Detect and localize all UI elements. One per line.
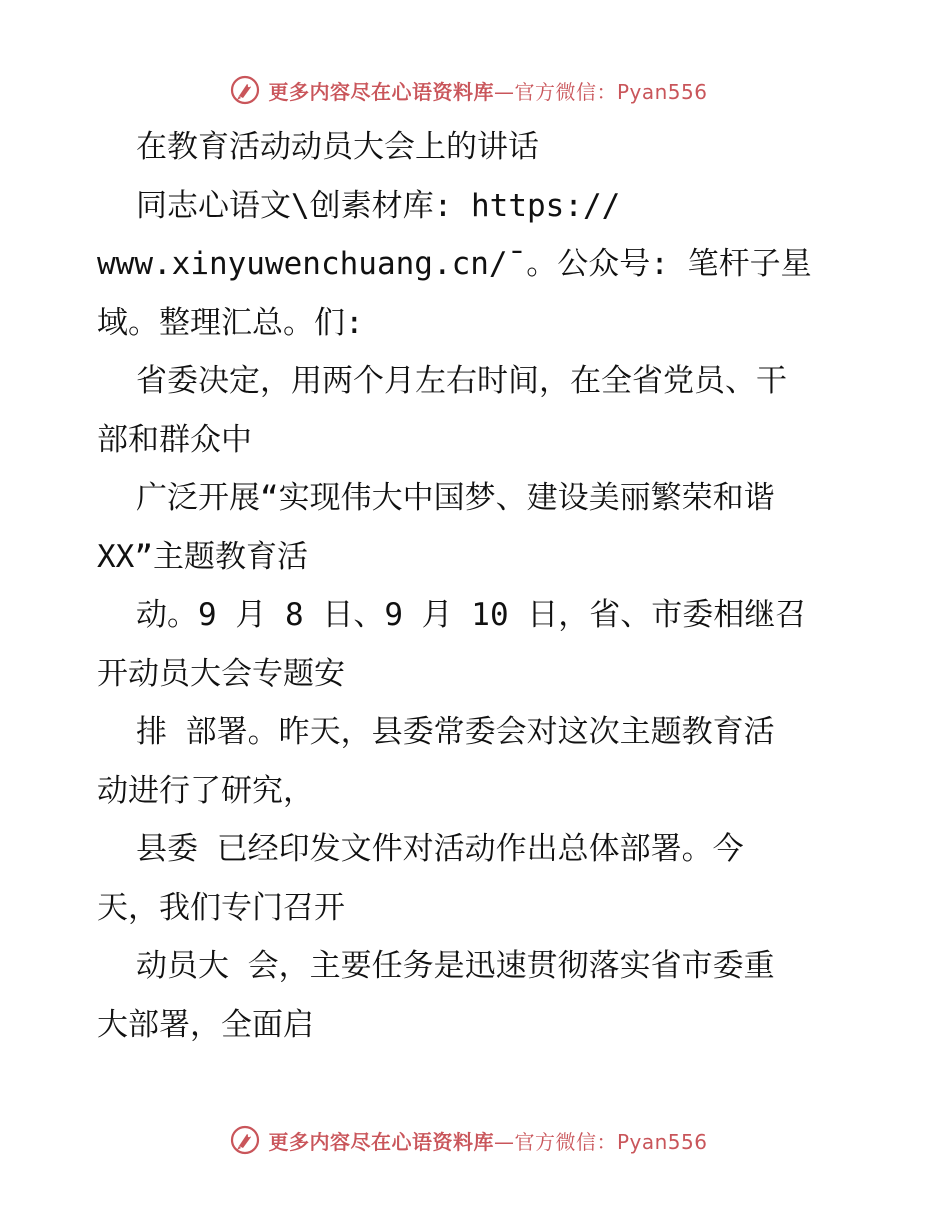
- paragraph-line: 动进行了研究，: [97, 772, 314, 809]
- pen-nib-logo-icon: [230, 1125, 260, 1155]
- paragraph-line: 开动员大会专题安: [97, 655, 345, 692]
- paragraph-line: 县委 已经印发文件对活动作出总体部署。今: [136, 831, 744, 867]
- paragraph-line: 广泛开展“实现伟大中国梦、建设美丽繁荣和谐: [136, 480, 775, 516]
- paragraph-line: 动。9 月 8 日、9 月 10 日，省、市委相继召: [136, 597, 807, 633]
- paragraph-line: 部和群众中: [97, 421, 252, 458]
- document-body: [97, 118, 857, 1054]
- header-banner: [0, 70, 950, 110]
- document-title: 在教育活动动员大会上的讲话: [136, 129, 539, 165]
- paragraph-line: XX”主题教育活: [97, 538, 308, 575]
- paragraph-line: 天，我们专门召开: [97, 889, 345, 926]
- paragraph-line: 域。整理汇总。们:: [97, 304, 364, 341]
- footer-banner-text: 更多内容尽在心语资料库—官方微信：Pyan556: [268, 1129, 708, 1154]
- pen-nib-logo-icon: [230, 75, 260, 105]
- paragraph-line: 排 部署。昨天，县委常委会对这次主题教育活: [136, 714, 775, 750]
- paragraph-line: www.xinyuwenchuang.cn/¯。公众号: 笔杆子星: [97, 246, 812, 282]
- paragraph-line: 动员大 会，主要任务是迅速贯彻落实省市委重: [136, 948, 775, 984]
- header-banner-text: 更多内容尽在心语资料库—官方微信：Pyan556: [268, 79, 708, 104]
- paragraph-line: 同志心语文\创素材库: https://: [136, 187, 621, 224]
- paragraph-line: 省委决定，用两个月左右时间，在全省党员、干: [136, 363, 787, 399]
- footer-banner: [0, 1120, 950, 1160]
- paragraph-line: 大部署，全面启: [97, 1006, 314, 1043]
